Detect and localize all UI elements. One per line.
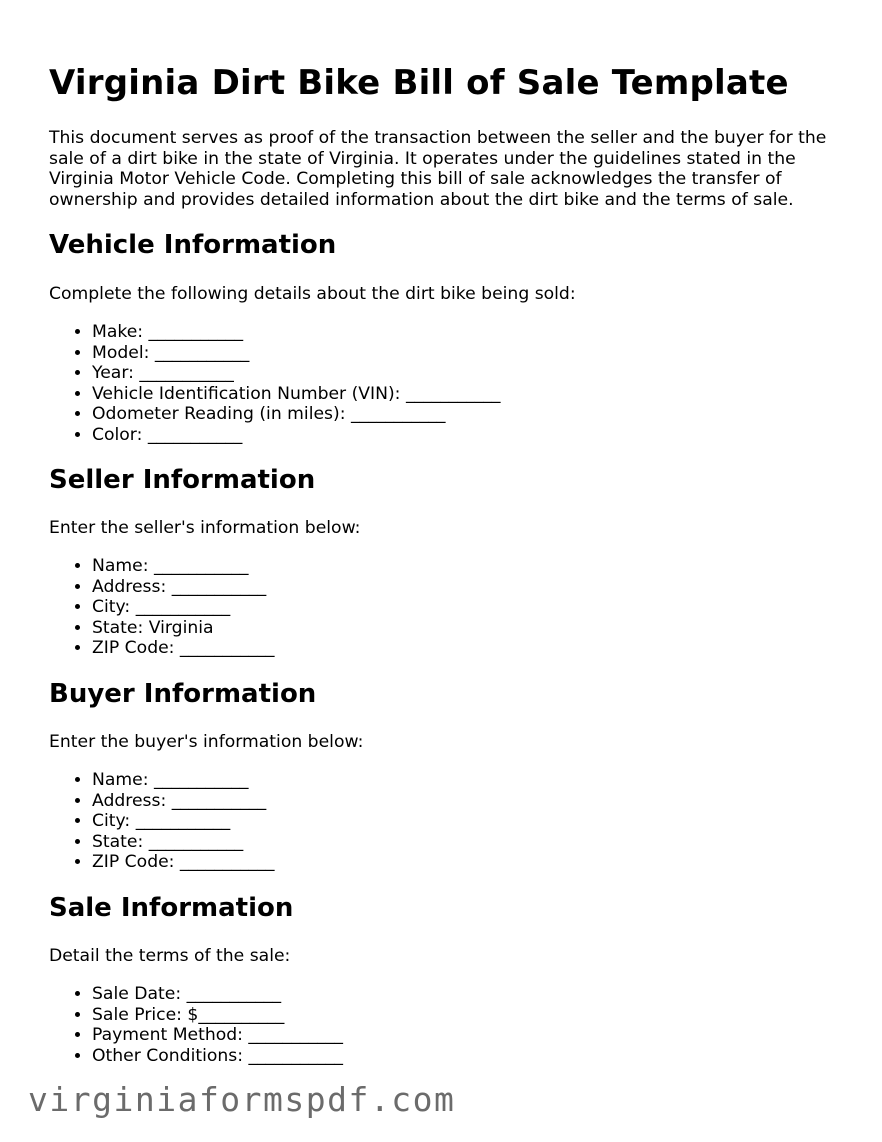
seller-list	[49, 556, 274, 659]
list-item-buyer-zip: • ZIP Code: ___________	[92, 852, 274, 873]
list-item-vin: • Vehicle Identification Number (VIN): ___________	[92, 384, 500, 405]
buyer-heading: Buyer Information	[49, 679, 317, 709]
buyer-list	[49, 770, 274, 873]
list-item-seller-name: • Name: ___________	[92, 556, 274, 577]
sale-description: Detail the terms of the sale:	[49, 946, 291, 966]
list-item-seller-address: • Address: ___________	[92, 577, 274, 598]
page-title: Virginia Dirt Bike Bill of Sale Template	[49, 63, 789, 103]
vehicle-description: Complete the following details about the dirt bike being sold:	[49, 284, 576, 304]
vehicle-list	[49, 322, 500, 446]
list-item-seller-zip: • ZIP Code: ___________	[92, 638, 274, 659]
list-item-color: • Color: ___________	[92, 425, 500, 446]
list-item-seller-state: • State: Virginia	[92, 618, 274, 639]
list-item-sale-date: • Sale Date: ___________	[92, 984, 343, 1005]
sale-list	[49, 984, 343, 1066]
site-watermark: virginiaformspdf.com	[28, 1080, 456, 1119]
list-item-model: • Model: ___________	[92, 343, 500, 364]
list-item-buyer-state: • State: ___________	[92, 832, 274, 853]
seller-heading: Seller Information	[49, 465, 316, 495]
list-item-buyer-name: • Name: ___________	[92, 770, 274, 791]
list-item-payment-method: • Payment Method: ___________	[92, 1025, 343, 1046]
buyer-description: Enter the buyer's information below:	[49, 732, 364, 752]
sale-heading: Sale Information	[49, 893, 294, 923]
list-item-seller-city: • City: ___________	[92, 597, 274, 618]
list-item-year: • Year: ___________	[92, 363, 500, 384]
sale-section	[49, 892, 849, 1066]
vehicle-section	[49, 229, 849, 445]
list-item-sale-price: • Sale Price: $__________	[92, 1005, 343, 1026]
vehicle-heading: Vehicle Information	[49, 230, 337, 260]
list-item-buyer-city: • City: ___________	[92, 811, 274, 832]
list-item-make: • Make: ___________	[92, 322, 500, 343]
list-item-odometer: • Odometer Reading (in miles): ___________	[92, 404, 500, 425]
seller-section	[49, 464, 849, 659]
list-item-other-conditions: • Other Conditions: ___________	[92, 1046, 343, 1067]
buyer-section	[49, 678, 849, 873]
list-item-buyer-address: • Address: ___________	[92, 791, 274, 812]
seller-description: Enter the seller's information below:	[49, 518, 361, 538]
intro-paragraph: This document serves as proof of the transaction between the seller and the buyer for the sale of a dirt bike in the state of Virginia. It operates under the guidelines stated in the Virginia Motor Vehicle Code. Completing this bill of sale acknowledges the transfer of ownership and provides detailed information about the dirt bike and the terms of sale.	[49, 128, 827, 210]
